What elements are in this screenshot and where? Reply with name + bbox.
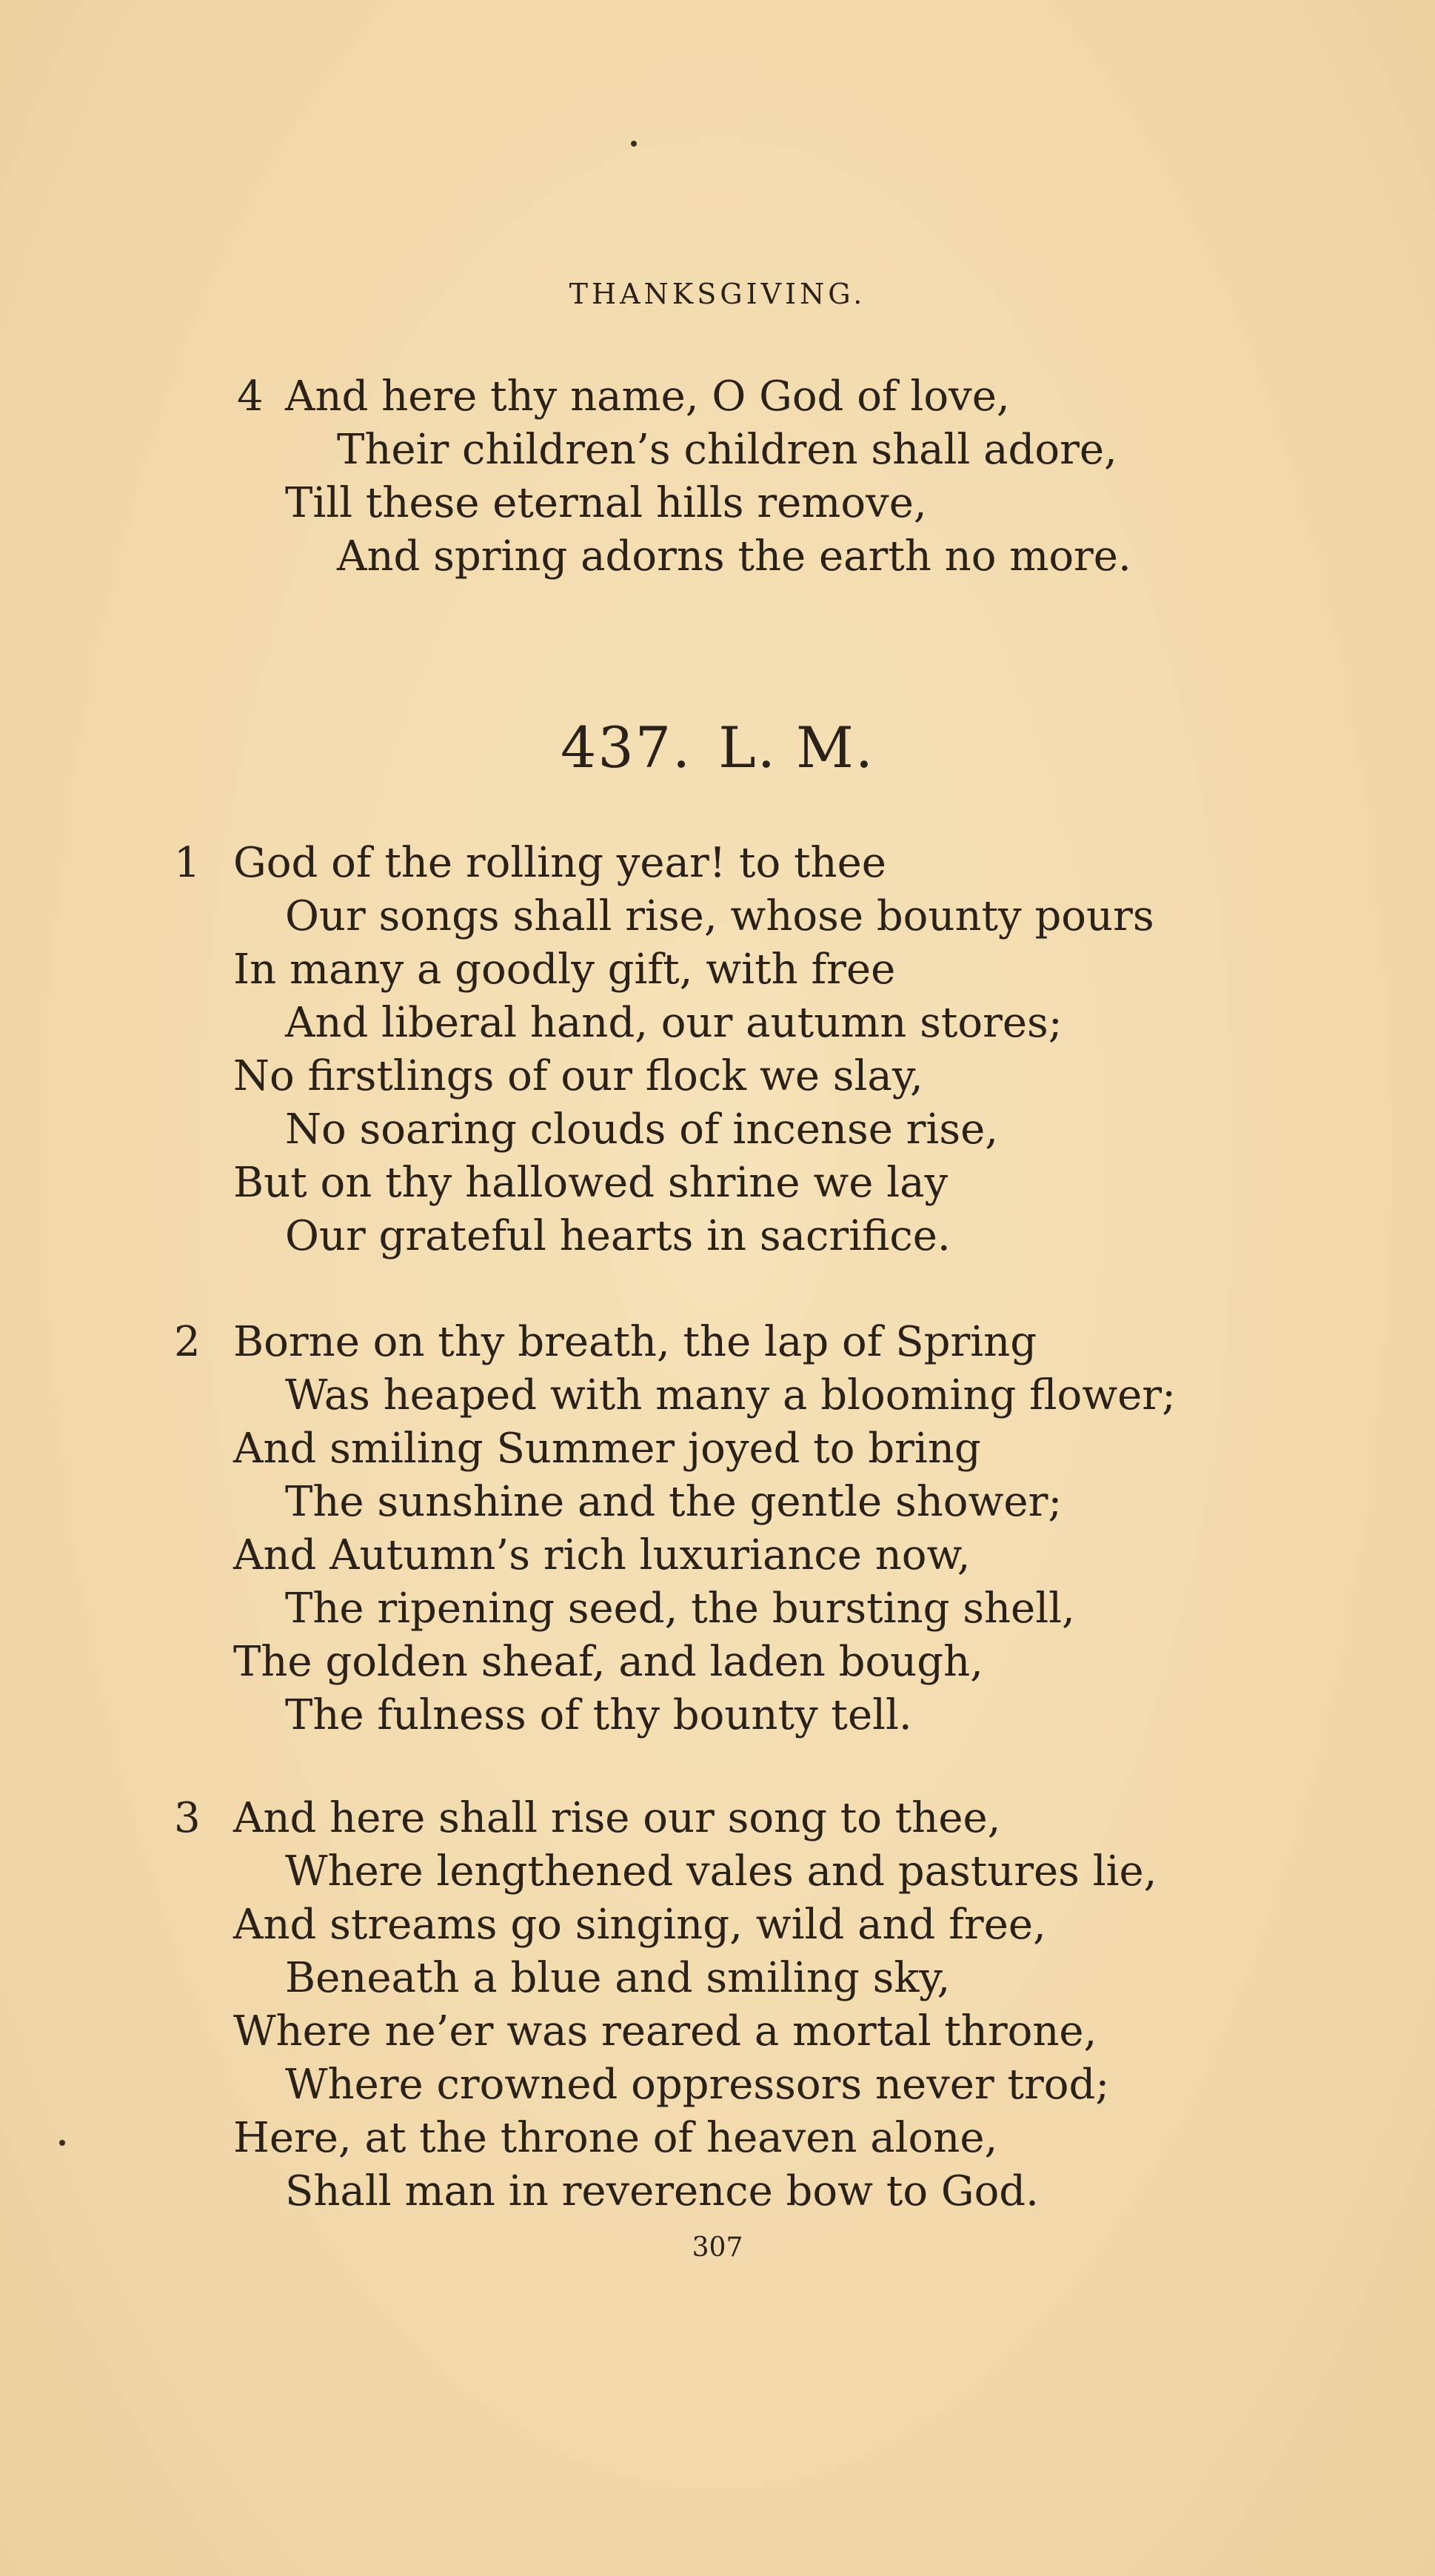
verse-line: And Autumn’s rich luxuriance now, [233, 1531, 971, 1579]
verse-line: Where lengthened vales and pastures lie, [285, 1847, 1157, 1896]
verse-line: No firstlings of our flock we slay, [233, 1052, 923, 1100]
page-number: 307 [692, 2232, 743, 2263]
verse-line: No soaring clouds of incense rise, [285, 1105, 999, 1154]
verse-line: Shall man in reverence bow to God. [285, 2167, 1039, 2215]
verse-line: And smiling Summer joyed to bring [233, 1425, 981, 1473]
stanza-number: 2 [174, 1318, 201, 1366]
verse-line: Here, at the throne of heaven alone, [233, 2114, 998, 2162]
verse-line: The ripening seed, the bursting shell, [285, 1585, 1075, 1633]
verse-line: Borne on thy breath, the lap of Spring [233, 1318, 1037, 1366]
verse-line: And streams go singing, wild and free, [233, 1901, 1046, 1949]
verse-line: Beneath a blue and smiling sky, [285, 1954, 951, 2002]
stanza-number: 3 [174, 1794, 201, 1842]
hymn-heading [0, 715, 1435, 780]
verse-line: And liberal hand, our autumn stores; [285, 999, 1063, 1047]
verse-line: But on thy hallowed shrine we lay [233, 1159, 949, 1207]
verse-line: Our songs shall rise, whose bounty pours [285, 892, 1154, 940]
verse-line: God of the rolling year! to thee [233, 839, 886, 887]
running-header: THANKSGIVING. [569, 278, 866, 310]
verse-line: In many a goodly gift, with free [233, 946, 896, 994]
verse-line: And spring adorns the earth no more. [337, 532, 1131, 581]
verse-line: The sunshine and the gentle shower; [285, 1478, 1063, 1526]
verse-line: Where crowned oppressors never trod; [285, 2061, 1110, 2109]
verse-line: Was heaped with many a blooming flower; [285, 1371, 1176, 1419]
verse-line: Till these eternal hills remove, [285, 479, 927, 527]
hymn-number: 437. [561, 715, 692, 780]
verse-line: Their children’s children shall adore, [337, 426, 1117, 474]
ink-speck [59, 2140, 65, 2146]
hymn-meter: L. M. [718, 715, 874, 780]
verse-line: The fulness of thy bounty tell. [285, 1691, 912, 1739]
verse-line: And here shall rise our song to thee, [233, 1794, 1001, 1842]
verse-line: The golden sheaf, and laden bough, [233, 1638, 983, 1686]
stanza-number: 1 [174, 839, 201, 887]
ink-speck [631, 141, 637, 147]
verse-line: Where ne’er was reared a mortal throne, [233, 2007, 1097, 2055]
verse-line: Our grateful hearts in sacrifice. [285, 1212, 951, 1260]
verse-line: And here thy name, O God of love, [285, 372, 1010, 421]
stanza-number: 4 [237, 372, 264, 421]
